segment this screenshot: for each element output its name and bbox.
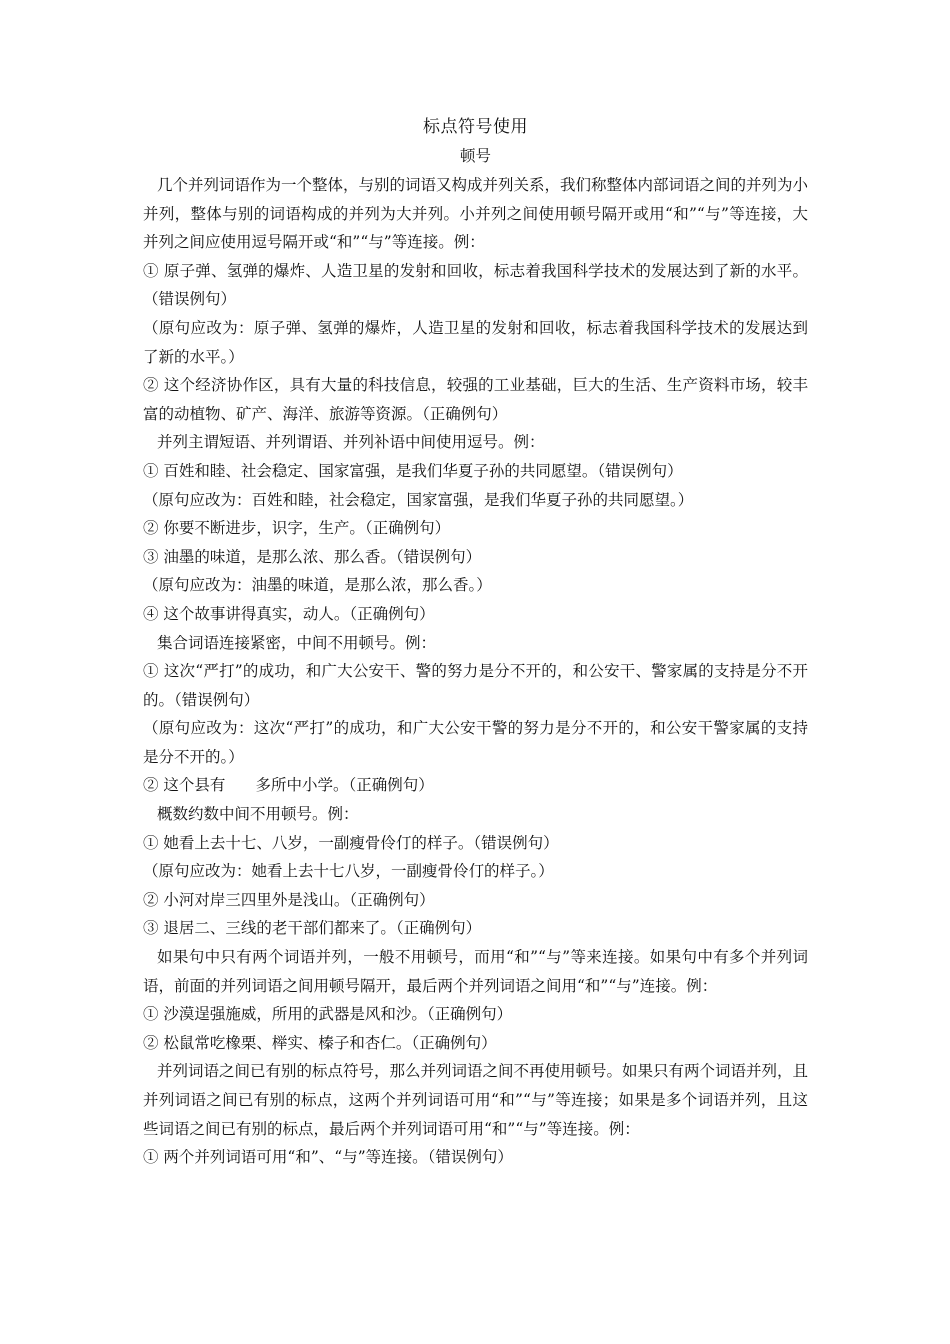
example-item: ② 松鼠常吃橡栗、榉实、榛子和杏仁。（正确例句） [143,1033,497,1052]
example-item: ① 沙漠逞强施威，所用的武器是风和沙。（正确例句） [143,1005,513,1024]
rule-paragraph: 并列主谓短语、并列谓语、并列补语中间使用逗号。例： [157,433,545,452]
example-item: ③ 退居二、三线的老干部们都来了。（正确例句） [143,919,482,938]
example-item: ① 这次“严打”的成功，和广大公安干、警的努力是分不开的，和公安干、警家属的支持是分不开的。（错误例句） [143,662,808,709]
rule-paragraph: 如果句中只有两个词语并列，一般不用顿号，而用“和”“与”等来连接。如果句中有多个并列词语，前面的并列词语之间用顿号隔开，最后两个并列词语之间用“和”“与”连接。例： [143,948,808,995]
example-item: ① 两个并列词语可用“和”、“与”等连接。（错误例句） [143,1148,513,1167]
document-body [143,112,808,1172]
example-item: ① 她看上去十七、八岁，一副瘦骨伶仃的样子。（错误例句） [143,833,559,852]
paragraph-intro: 几个并列词语作为一个整体，与别的词语又构成并列关系，我们称整体内部词语之间的并列为小并列，整体与别的词语构成的并列为大并列。小并列之间使用顿号隔开或用“和”“与”等连接，大并列之间应使用逗号隔开或“和”“与”等连接。例： [143,176,809,252]
example-item: ② 这个经济协作区，具有大量的科技信息，较强的工业基础，巨大的生活、生产资料市场，较丰富的动植物、矿产、海洋、旅游等资源。（正确例句） [143,376,808,423]
rule-paragraph: 集合词语连接紧密，中间不用顿号。例： [157,633,437,652]
example-item: ② 小河对岸三四里外是浅山。（正确例句） [143,890,435,909]
example-item: ③ 油墨的味道，是那么浓、那么香。（错误例句） [143,547,482,566]
rule-paragraph: 并列词语之间已有别的标点符号，那么并列词语之间不再使用顿号。如果只有两个词语并列，且并列词语之间已有别的标点，这两个并列词语可用“和”“与”等连接；如果是多个词语并列，且这些词语之间已有别的标点，最后两个并列词语可用“和”“与”等连接。例： [143,1062,809,1138]
example-item: ① 百姓和睦、社会稳定、国家富强，是我们华夏子孙的共同愿望。（错误例句） [143,461,683,480]
page-title: 标点符号使用 [423,117,528,137]
correction-note: （原句应改为：油墨的味道，是那么浓，那么香。） [143,576,492,595]
example-text-before-gap: ② 这个县有 [143,776,226,795]
rule-paragraph: 概数约数中间不用顿号。例： [157,805,359,824]
correction-note: （原句应改为：她看上去十七八岁，一副瘦骨伶仃的样子。） [143,862,554,881]
example-text-after-gap: 多所中小学。（正确例句） [255,776,434,795]
correction-note: （原句应改为：原子弹、氢弹的爆炸，人造卫星的发射和回收，标志着我国科学技术的发展达到了新的水平。） [143,318,808,366]
example-item [143,771,808,800]
example-item: ④ 这个故事讲得真实，动人。（正确例句） [143,604,435,623]
section-heading: 顿号 [459,147,491,165]
correction-note: （原句应改为：百姓和睦，社会稳定，国家富强，是我们华夏子孙的共同愿望。） [143,490,694,509]
correction-note: （原句应改为：这次“严打”的成功，和广大公安干警的努力是分不开的，和公安干警家属的支持是分不开的。） [143,719,808,766]
example-item: ② 你要不断进步，识字，生产。（正确例句） [143,519,451,538]
example-item: ① 原子弹、氢弹的爆炸、人造卫星的发射和回收，标志着我国科学技术的发展达到了新的水平。（错误例句） [143,261,808,309]
